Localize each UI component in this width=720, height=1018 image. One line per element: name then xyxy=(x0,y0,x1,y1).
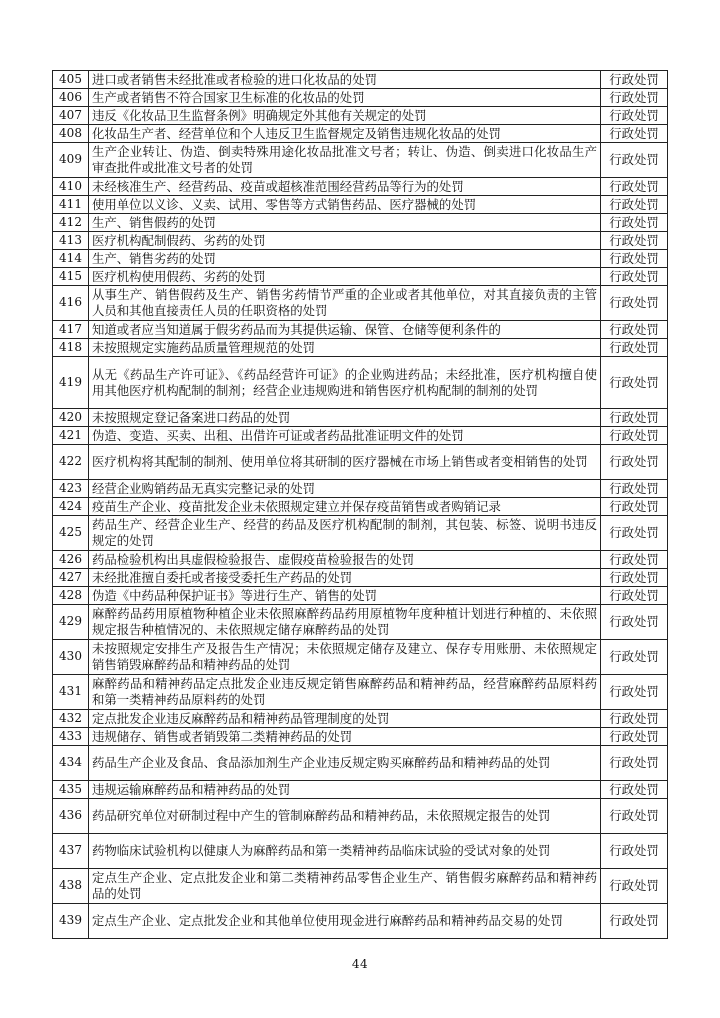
item-description: 药品生产企业及食品、食品添加剂生产企业违反规定购买麻醉药品和精神药品的处罚 xyxy=(89,746,601,781)
item-type: 行政处罚 xyxy=(601,587,668,605)
item-description: 定点批发企业违反麻醉药品和精神药品管理制度的处罚 xyxy=(89,710,601,728)
table-row xyxy=(53,710,668,728)
row-number: 427 xyxy=(53,569,89,587)
table-row xyxy=(53,799,668,834)
row-number: 410 xyxy=(53,178,89,196)
item-description: 进口或者销售未经批准或者检验的进口化妆品的处罚 xyxy=(89,71,601,89)
item-type: 行政处罚 xyxy=(601,746,668,781)
row-number: 426 xyxy=(53,551,89,569)
item-type: 行政处罚 xyxy=(601,339,668,357)
item-description: 使用单位以义诊、义卖、试用、零售等方式销售药品、医疗器械的处罚 xyxy=(89,196,601,214)
row-number: 411 xyxy=(53,196,89,214)
row-number: 414 xyxy=(53,250,89,268)
table-row xyxy=(53,498,668,516)
table-row xyxy=(53,569,668,587)
row-number: 431 xyxy=(53,675,89,710)
item-description: 未按照规定登记备案进口药品的处罚 xyxy=(89,409,601,427)
table-row xyxy=(53,516,668,551)
table-row xyxy=(53,357,668,409)
table-row xyxy=(53,196,668,214)
item-type: 行政处罚 xyxy=(601,89,668,107)
item-type: 行政处罚 xyxy=(601,498,668,516)
item-description: 违规储存、销售或者销毁第二类精神药品的处罚 xyxy=(89,728,601,746)
item-type: 行政处罚 xyxy=(601,107,668,125)
table-row xyxy=(53,675,668,710)
row-number: 422 xyxy=(53,445,89,480)
row-number: 412 xyxy=(53,214,89,232)
item-description: 药物临床试验机构以健康人为麻醉药品和第一类精神药品临床试验的受试对象的处罚 xyxy=(89,834,601,869)
table-row xyxy=(53,587,668,605)
table-row xyxy=(53,605,668,640)
item-description: 药品研究单位对研制过程中产生的管制麻醉药品和精神药品，未依照规定报告的处罚 xyxy=(89,799,601,834)
item-type: 行政处罚 xyxy=(601,178,668,196)
item-description: 医疗机构使用假药、劣药的处罚 xyxy=(89,268,601,286)
table-row xyxy=(53,480,668,498)
item-description: 未按照规定实施药品质量管理规范的处罚 xyxy=(89,339,601,357)
item-description: 化妆品生产者、经营单位和个人违反卫生监督规定及销售违规化妆品的处罚 xyxy=(89,125,601,143)
item-description: 药品生产、经营企业生产、经营的药品及医疗机构配制的制剂，其包装、标签、说明书违反规定的处罚 xyxy=(89,516,601,551)
row-number: 429 xyxy=(53,605,89,640)
row-number: 409 xyxy=(53,143,89,178)
item-type: 行政处罚 xyxy=(601,445,668,480)
table-row xyxy=(53,321,668,339)
row-number: 434 xyxy=(53,746,89,781)
item-type: 行政处罚 xyxy=(601,71,668,89)
penalty-table xyxy=(52,70,668,939)
table-row xyxy=(53,746,668,781)
item-description: 生产企业转让、伪造、倒卖特殊用途化妆品批准文号者；转让、伪造、倒卖进口化妆品生产审查批件或批准文号者的处罚 xyxy=(89,143,601,178)
table-row xyxy=(53,232,668,250)
item-type: 行政处罚 xyxy=(601,321,668,339)
item-type: 行政处罚 xyxy=(601,834,668,869)
row-number: 418 xyxy=(53,339,89,357)
item-type: 行政处罚 xyxy=(601,516,668,551)
item-type: 行政处罚 xyxy=(601,250,668,268)
table-row xyxy=(53,427,668,445)
item-description: 违规运输麻醉药品和精神药品的处罚 xyxy=(89,781,601,799)
item-description: 定点生产企业、定点批发企业和第二类精神药品零售企业生产、销售假劣麻醉药品和精神药品的处罚 xyxy=(89,869,601,904)
table-row xyxy=(53,640,668,675)
row-number: 416 xyxy=(53,286,89,321)
item-description: 从事生产、销售假药及生产、销售劣药情节严重的企业或者其他单位，对其直接负责的主管人员和其他直接责任人员的任职资格的处罚 xyxy=(89,286,601,321)
row-number: 436 xyxy=(53,799,89,834)
item-description: 定点生产企业、定点批发企业和其他单位使用现金进行麻醉药品和精神药品交易的处罚 xyxy=(89,904,601,939)
item-type: 行政处罚 xyxy=(601,357,668,409)
item-type: 行政处罚 xyxy=(601,214,668,232)
row-number: 435 xyxy=(53,781,89,799)
table-row xyxy=(53,89,668,107)
row-number: 424 xyxy=(53,498,89,516)
table-row xyxy=(53,214,668,232)
row-number: 421 xyxy=(53,427,89,445)
table-row xyxy=(53,125,668,143)
item-description: 生产、销售假药的处罚 xyxy=(89,214,601,232)
item-description: 未经核准生产、经营药品、疫苗或超核准范围经营药品等行为的处罚 xyxy=(89,178,601,196)
table-row xyxy=(53,409,668,427)
item-type: 行政处罚 xyxy=(601,569,668,587)
table-row xyxy=(53,551,668,569)
item-description: 经营企业购销药品无真实完整记录的处罚 xyxy=(89,480,601,498)
item-description: 伪造、变造、买卖、出租、出借许可证或者药品批准证明文件的处罚 xyxy=(89,427,601,445)
table-row xyxy=(53,268,668,286)
table-row xyxy=(53,834,668,869)
item-description: 从无《药品生产许可证》、《药品经营许可证》的企业购进药品；未经批准，医疗机构擅自使用其他医疗机构配制的制剂；经营企业违规购进和销售医疗机构配制的制剂的处罚 xyxy=(89,357,601,409)
row-number: 430 xyxy=(53,640,89,675)
row-number: 439 xyxy=(53,904,89,939)
item-description: 知道或者应当知道属于假劣药品而为其提供运输、保管、仓储等便利条件的 xyxy=(89,321,601,339)
table-row xyxy=(53,728,668,746)
row-number: 419 xyxy=(53,357,89,409)
item-type: 行政处罚 xyxy=(601,286,668,321)
row-number: 415 xyxy=(53,268,89,286)
item-type: 行政处罚 xyxy=(601,640,668,675)
item-type: 行政处罚 xyxy=(601,710,668,728)
table-row xyxy=(53,107,668,125)
row-number: 417 xyxy=(53,321,89,339)
item-description: 未经批准擅自委托或者接受委托生产药品的处罚 xyxy=(89,569,601,587)
item-type: 行政处罚 xyxy=(601,125,668,143)
item-type: 行政处罚 xyxy=(601,605,668,640)
item-type: 行政处罚 xyxy=(601,675,668,710)
row-number: 405 xyxy=(53,71,89,89)
item-description: 医疗机构将其配制的制剂、使用单位将其研制的医疗器械在市场上销售或者变相销售的处罚 xyxy=(89,445,601,480)
item-description: 生产或者销售不符合国家卫生标准的化妆品的处罚 xyxy=(89,89,601,107)
item-description: 疫苗生产企业、疫苗批发企业未依照规定建立并保存疫苗销售或者购销记录 xyxy=(89,498,601,516)
row-number: 428 xyxy=(53,587,89,605)
table-row xyxy=(53,339,668,357)
item-description: 麻醉药品药用原植物种植企业未依照麻醉药品药用原植物年度种植计划进行种植的、未依照规定报告种植情况的、未依照规定储存麻醉药品的处罚 xyxy=(89,605,601,640)
item-type: 行政处罚 xyxy=(601,728,668,746)
table-row xyxy=(53,445,668,480)
item-type: 行政处罚 xyxy=(601,551,668,569)
table-row xyxy=(53,869,668,904)
row-number: 425 xyxy=(53,516,89,551)
item-type: 行政处罚 xyxy=(601,143,668,178)
row-number: 438 xyxy=(53,869,89,904)
row-number: 432 xyxy=(53,710,89,728)
item-description: 医疗机构配制假药、劣药的处罚 xyxy=(89,232,601,250)
table-row xyxy=(53,71,668,89)
table-row xyxy=(53,178,668,196)
item-type: 行政处罚 xyxy=(601,196,668,214)
row-number: 437 xyxy=(53,834,89,869)
table-row xyxy=(53,286,668,321)
row-number: 433 xyxy=(53,728,89,746)
item-description: 违反《化妆品卫生监督条例》明确规定外其他有关规定的处罚 xyxy=(89,107,601,125)
item-type: 行政处罚 xyxy=(601,480,668,498)
row-number: 407 xyxy=(53,107,89,125)
row-number: 406 xyxy=(53,89,89,107)
item-type: 行政处罚 xyxy=(601,268,668,286)
table-row xyxy=(53,904,668,939)
table-row xyxy=(53,250,668,268)
item-description: 麻醉药品和精神药品定点批发企业违反规定销售麻醉药品和精神药品，经营麻醉药品原料药和第一类精神药品原料药的处罚 xyxy=(89,675,601,710)
page-number: 44 xyxy=(351,957,369,971)
item-type: 行政处罚 xyxy=(601,232,668,250)
row-number: 408 xyxy=(53,125,89,143)
row-number: 413 xyxy=(53,232,89,250)
table-row xyxy=(53,143,668,178)
table-body xyxy=(53,71,668,939)
item-description: 药品检验机构出具虚假检验报告、虚假疫苗检验报告的处罚 xyxy=(89,551,601,569)
item-description: 未按照规定安排生产及报告生产情况；未依照规定储存及建立、保存专用账册、未依照规定销售销毁麻醉药品和精神药品的处罚 xyxy=(89,640,601,675)
item-type: 行政处罚 xyxy=(601,869,668,904)
item-description: 伪造《中药品种保护证书》等进行生产、销售的处罚 xyxy=(89,587,601,605)
row-number: 420 xyxy=(53,409,89,427)
item-type: 行政处罚 xyxy=(601,409,668,427)
item-type: 行政处罚 xyxy=(601,427,668,445)
item-type: 行政处罚 xyxy=(601,781,668,799)
item-type: 行政处罚 xyxy=(601,799,668,834)
item-description: 生产、销售劣药的处罚 xyxy=(89,250,601,268)
row-number: 423 xyxy=(53,480,89,498)
table-row xyxy=(53,781,668,799)
item-type: 行政处罚 xyxy=(601,904,668,939)
